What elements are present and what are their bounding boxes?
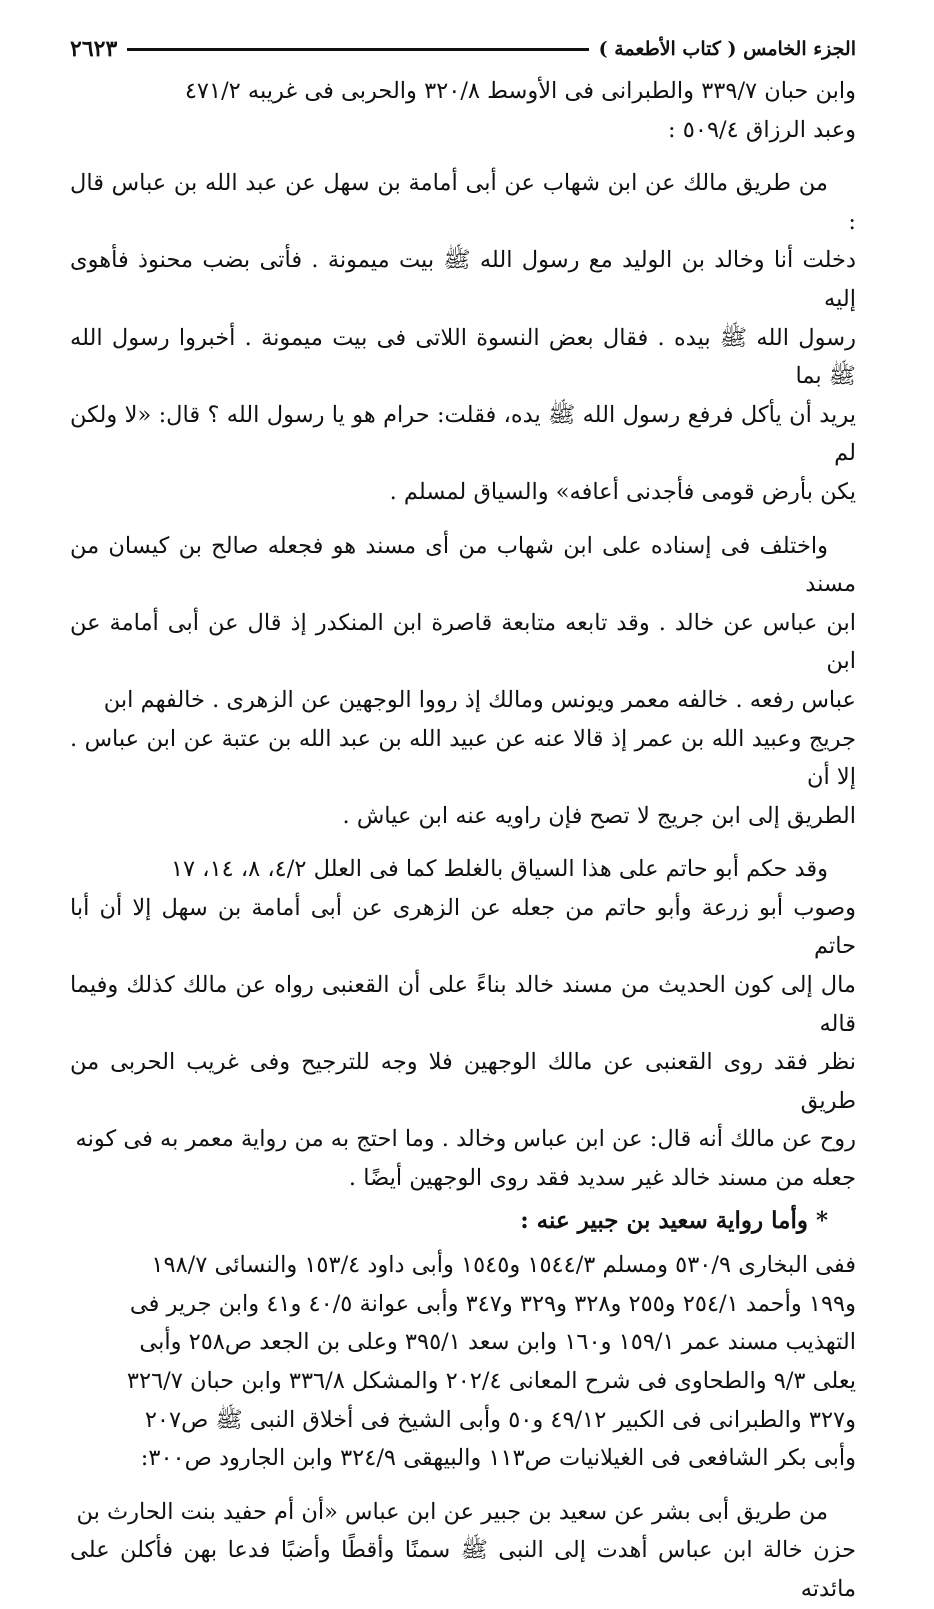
text-line: حزن خالة ابن عباس أهدت إلى النبى ﷺ سمنًا وأقطًا وأضبًا فدعا بهن فأكلن على مائدته (70, 1537, 856, 1602)
text-line: من طريق مالك عن ابن شهاب عن أبى أمامة بن سهل عن عبد الله بن عباس قال : (70, 170, 856, 235)
text-line: جعله من مسند خالد غير سديد فقد روى الوجهين أيضًا . (348, 1165, 856, 1192)
text-line: روح عن مالك أنه قال: عن ابن عباس وخالد . وما احتج به من رواية معمر به فى كونه (75, 1126, 856, 1153)
page-number: ٢٦٢٣ (70, 36, 118, 62)
text-line: يريد أن يأكل فرفع رسول الله ﷺ يده، فقلت: حرام هو يا رسول الله ؟ قال: «لا ولكن لم (70, 401, 856, 467)
text-line: وابن حبان ٣٣٩/٧ والطبرانى فى الأوسط ٣٢٠/٨ والحربى فى غريبه ٤٧١/٢ (184, 78, 856, 104)
text-line: نظر فقد روى القعنبى عن مالك الوجهين فلا وجه للترجيح وفى غريب الحربى من طريق (70, 1049, 856, 1114)
text-line: وأبى بكر الشافعى فى الغيلانيات ص١١٣ والبيهقى ٣٢٤/٩ وابن الجارود ص٣٠٠: (140, 1445, 856, 1472)
body-text (70, 72, 856, 1609)
text-line: وصوب أبو زرعة وأبو حاتم من جعله عن الزهرى عن أبى أمامة بن سهل إلا أن أبا حاتم (70, 894, 856, 960)
text-line: من طريق أبى بشر عن سعيد بن جبير عن ابن عباس «أن أم حفيد بنت الحارث بن (76, 1498, 828, 1525)
text-line: وعبد الرزاق ٥٠٩/٤ : (668, 116, 856, 143)
text-line: ففى البخارى ٥٣٠/٩ ومسلم ١٥٤٤/٣ و١٥٤٥ وأبى داود ١٥٣/٤ والنسائى ١٩٨/٧ (151, 1252, 856, 1279)
text-line: يعلى ٩/٣ والطحاوى فى شرح المعانى ٢٠٢/٤ والمشكل ٣٣٦/٨ وابن حبان ٣٢٦/٧ (126, 1368, 856, 1394)
paragraph-ruling (70, 850, 856, 1197)
text-line: واختلف فى إسناده على ابن شهاب من أى مسند هو فجعله صالح بن كيسان من مسند (70, 532, 856, 598)
text-line: و١٩٩ وأحمد ٢٥٤/١ و٢٥٥ و٣٢٨ و٣٢٩ و٣٤٧ وأبى عوانة ٤٠/٥ و٤١ وابن جرير فى (129, 1290, 856, 1317)
paragraph-citation (70, 72, 856, 149)
paragraph-sources (70, 1246, 856, 1478)
paragraph-isnad (70, 527, 856, 836)
text-line: عباس رفعه . خالفه معمر ويونس ومالك إذ رووا الوجهين عن الزهرى . خالفهم ابن (103, 686, 856, 713)
text-line: وقد حكم أبو حاتم على هذا السياق بالغلط كما فى العلل ٤/٢، ٨، ١٤، ١٧ (170, 856, 828, 883)
paragraph-hadith-2 (70, 1493, 856, 1609)
text-line: جريج وعبيد الله بن عمر إذ قالا عنه عن عبيد الله بن عبد الله بن عتبة عن ابن عباس . إلا أن (70, 725, 856, 791)
header-rule (127, 48, 588, 51)
text-line: رسول الله ﷺ بيده . فقال بعض النسوة اللاتى فى بيت ميمونة . أخبروا رسول الله ﷺ بما (70, 324, 856, 390)
paragraph-hadith (70, 164, 856, 511)
section-heading: * وأما رواية سعيد بن جبير عنه : (520, 1206, 828, 1234)
text-line: و٣٢٧ والطبرانى فى الكبير ٤٩/١٢ و٥٠ وأبى الشيخ فى أخلاق النبى ﷺ ص٢٠٧ (144, 1406, 856, 1433)
text-line: التهذيب مسند عمر ١٥٩/١ و١٦٠ وابن سعد ٣٩٥/١ وعلى بن الجعد ص٢٥٨ وأبى (139, 1329, 856, 1356)
text-line: مال إلى كون الحديث من مسند خالد بناءً على أن القعنبى رواه عن مالك كذلك وفيما قاله (70, 972, 856, 1037)
text-line: ابن عباس عن خالد . وقد تابعه متابعة قاصرة ابن المنكدر إذ قال عن أبى أمامة عن ابن (70, 609, 856, 675)
text-line: دخلت أنا وخالد بن الوليد مع رسول الله ﷺ بيت ميمونة . فأتى بضب محنوذ فأهوى إليه (70, 247, 856, 312)
text-line: الطريق إلى ابن جريج لا تصح فإن راويه عنه ابن عياش . (342, 802, 856, 829)
page-header (70, 28, 856, 70)
text-line: يكن بأرض قومى فأجدنى أعافه» والسياق لمسلم . (389, 478, 856, 505)
running-title: الجزء الخامس ( كتاب الأطعمة ) (598, 38, 856, 60)
